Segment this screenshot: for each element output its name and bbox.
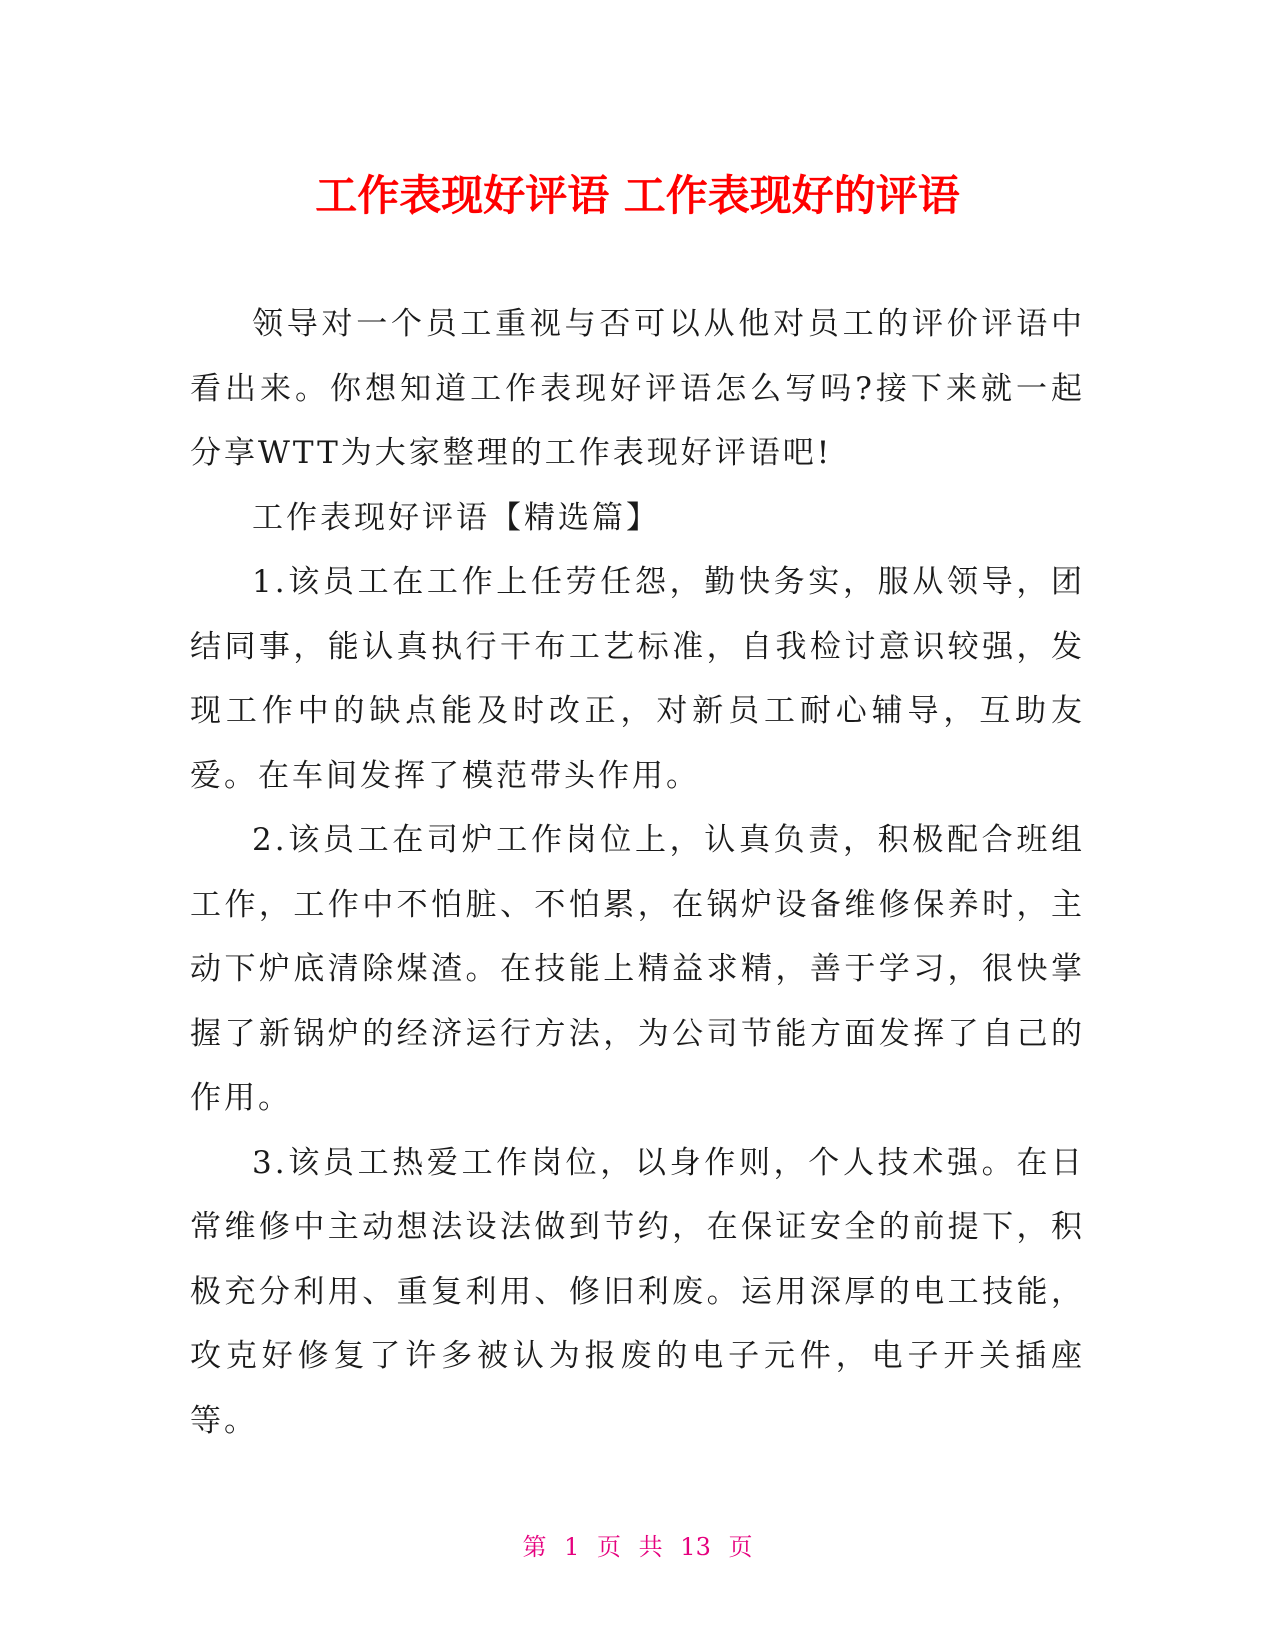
paragraph-item-1: 1.该员工在工作上任劳任怨，勤快务实，服从领导，团结同事，能认真执行干布工艺标准，自我检讨意识较强，发现工作中的缺点能及时改正，对新员工耐心辅导，互助友爱。在车间发挥了模范带头作用。 [190,564,1085,794]
document-title: 工作表现好评语 工作表现好的评语 [315,171,960,220]
paragraph-intro: 领导对一个员工重视与否可以从他对员工的评价评语中看出来。你想知道工作表现好评语怎么写吗?接下来就一起分享WTT为大家整理的工作表现好评语吧! [190,306,1085,471]
document-body [190,292,1085,1453]
paragraph-item-2: 2.该员工在司炉工作岗位上，认真负责，积极配合班组工作，工作中不怕脏、不怕累，在锅炉设备维修保养时，主动下炉底清除煤渣。在技能上精益求精，善于学习，很快掌握了新锅炉的经济运行方法，为公司节能方面发挥了自己的作用。 [190,822,1085,1116]
page-number-footer: 第 1 页 共 13 页 [522,1533,753,1561]
paragraph-item-3: 3.该员工热爱工作岗位，以身作则，个人技术强。在日常维修中主动想法设法做到节约，在保证安全的前提下，积极充分利用、重复利用、修旧利废。运用深厚的电工技能，攻克好修复了许多被认为报废的电子元件，电子开关插座等。 [190,1144,1085,1439]
section-heading: 工作表现好评语【精选篇】 [252,499,660,536]
